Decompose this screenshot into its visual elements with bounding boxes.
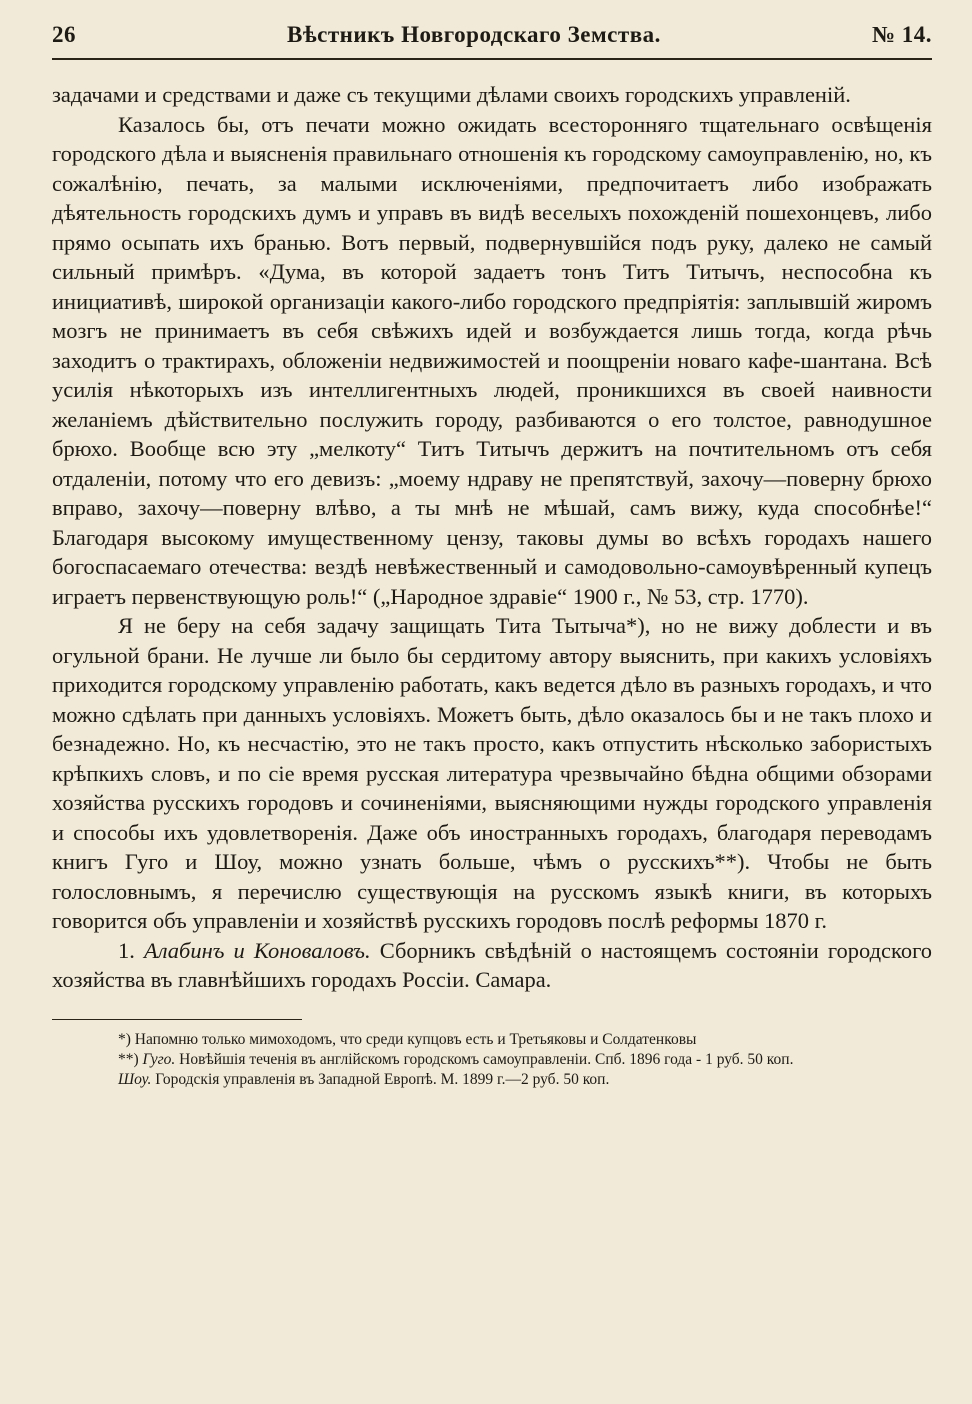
paragraph: задачами и средствами и даже съ текущими дѣлами своихъ городскихъ управленій. — [52, 82, 851, 107]
footnote — [52, 1050, 932, 1070]
footnote-text: Городскія управленія въ Западной Европѣ. М. 1899 г.—2 руб. 50 коп. — [151, 1070, 610, 1088]
issue-number: № 14. — [871, 22, 932, 47]
footnote-author: Гуго. — [138, 1050, 176, 1068]
footnote — [52, 1030, 932, 1050]
list-authors: Алабинъ и Коноваловъ. — [143, 937, 371, 963]
footnote-marker: *) — [118, 1030, 131, 1048]
page-number: 26 — [52, 22, 76, 47]
paragraph: Казалось бы, отъ печати можно ожидать всесторонняго тщательнаго освѣщенія городского дѣла и выясненія правильнаго отношенія къ городскому самоуправленію, но, къ сожалѣнію, печать, за малыми исключеніями, предпочитаетъ либо изображать дѣятельность городскихъ думъ и управъ въ видѣ веселыхъ похожденій пошехонцевъ, либо прямо осыпать ихъ бранью. Вотъ первый, подвернувшійся подъ руку, далеко не самый сильный примѣръ. «Дума, въ которой задаетъ тонъ Титъ Титычъ, неспособна къ инициативѣ, широкой организаціи какого-либо городского предпріятія: заплывшій жиромъ мозгъ не принимаетъ въ себя свѣжихъ идей и возбуждается лишь тогда, когда рѣчь заходитъ о трактирахъ, обложеніи недвижимостей и поощреніи новаго кафе-шантана. Всѣ усилія нѣкоторыхъ изъ интеллигентныхъ людей, проникшихся въ своей наивности желаніемъ дѣйствительно послужить городу, разбиваются о его толстое, равнодушное брюхо. Вообще всю эту „мелкоту“ Титъ Титычъ держитъ на почтительномъ отъ себя отдаленіи, потому что его девизъ: „моему ндраву не препятствуй, захочу—поверну брюхо вправо, захочу—поверну влѣво, а ты мнѣ не мѣшай, самъ вижу, куда способнѣе!“ Благодаря высокому имущественному цензу, таковы думы во всѣхъ городахъ нашего богоспасаемаго отечества: вездѣ невѣжественный и самодовольно-самоувѣренный купецъ играетъ первенствующую роль!“ („Народное здравіе“ 1900 г., № 53, стр. 1770). — [52, 111, 932, 609]
paragraph: Я не беру на себя задачу защищать Тита Тытыча*), но не вижу доблести и въ огульной брани. Не лучше ли было бы сердитому автору выяснить, при какихъ условіяхъ приходится городскому управленію работать, какъ ведется дѣло въ разныхъ городахъ, и что можно сдѣлать при данныхъ условіяхъ. Можетъ быть, дѣло оказалось бы и не такъ плохо и безнадежно. Но, къ несчастію, это не такъ просто, какъ отпустить нѣсколько забористыхъ крѣпкихъ словъ, и по сіе время русская литература чрезвычайно бѣдна общими обзорами хозяйства русскихъ городовъ и сочиненіями, выясняющими нужды городского управленія и способы ихъ удовлетворенія. Даже объ иностранныхъ городахъ, благодаря переводамъ книгъ Гуго и Шоу, можно узнать больше, чѣмъ о русскихъ**). Чтобы не быть голословнымъ, я перечислю существующія на русскомъ языкѣ книги, въ которыхъ говорится объ управленіи и хозяйствѣ русскихъ городовъ послѣ реформы 1870 г. — [52, 613, 932, 933]
footnote-text: Напомню только мимоходомъ, что среди купцовъ есть и Третьяковы и Солдатенковы — [130, 1030, 697, 1048]
journal-title: Вѣстникъ Новгородскаго Земства. — [287, 22, 661, 47]
footnote-text: Новѣйшія теченія въ англійскомъ городскомъ самоуправленіи. Спб. 1896 года - 1 руб. 50 коп. — [175, 1050, 794, 1068]
footnote-author: Шоу. — [118, 1070, 152, 1088]
list-text: Сборникъ свѣдѣній о настоящемъ состояніи городского хозяйства въ главнѣйшихъ городахъ Россіи. Самара. — [52, 937, 932, 992]
footnote-divider — [52, 1019, 302, 1020]
footnote — [52, 1070, 932, 1090]
footnotes — [52, 1030, 932, 1090]
list-number: 1. — [118, 937, 144, 963]
page — [52, 22, 932, 1090]
footnote-marker: **) — [118, 1050, 139, 1068]
list-item — [52, 936, 932, 995]
running-header — [52, 22, 932, 60]
article-body — [52, 80, 932, 995]
